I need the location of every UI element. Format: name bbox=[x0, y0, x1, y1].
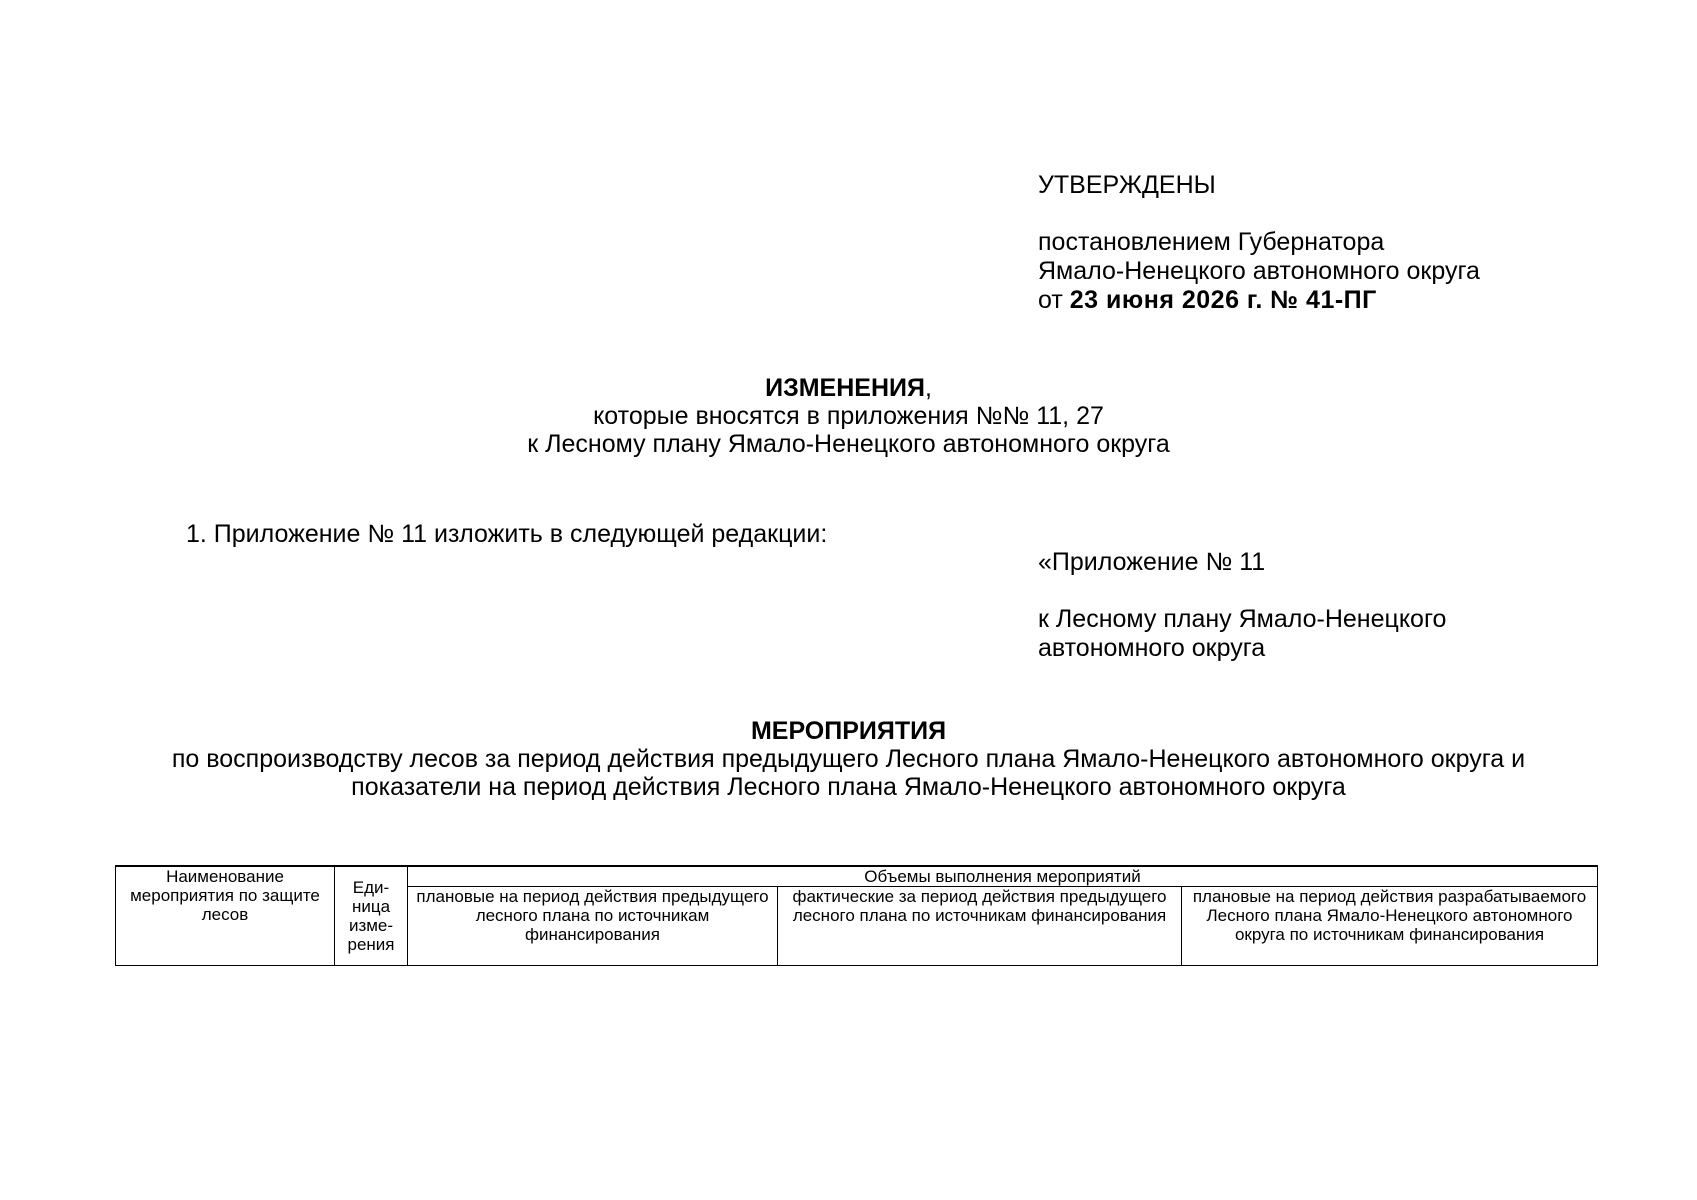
changes-title-block bbox=[0, 374, 1697, 458]
approval-block bbox=[1038, 171, 1480, 315]
changes-subtitle-2: к Лесному плану Ямало-Ненецкого автономного округа bbox=[527, 430, 1170, 458]
approval-line-2: Ямало-Ненецкого автономного округа bbox=[1038, 257, 1480, 285]
approved-heading: УТВЕРЖДЕНЫ bbox=[1038, 171, 1216, 199]
measures-title-block bbox=[0, 717, 1697, 801]
measures-table bbox=[115, 865, 1598, 966]
changes-subtitle-1: которые вносятся в приложения №№ 11, 27 bbox=[593, 402, 1104, 430]
changes-title-comma: , bbox=[924, 374, 932, 402]
header-measure-name: Наименование мероприятия по защите лесов bbox=[116, 866, 335, 966]
header-unit: Еди-ница изме-рения bbox=[335, 866, 408, 966]
approval-date-value: 23 июня 2026 г. № 41-ПГ bbox=[1069, 286, 1377, 314]
approval-date-prefix: от bbox=[1038, 286, 1063, 314]
item-1-text: 1. Приложение № 11 изложить в следующей редакции: bbox=[186, 520, 828, 548]
annex-line-2: автономного округа bbox=[1038, 634, 1266, 662]
measures-table-wrap bbox=[115, 865, 1597, 966]
header-volumes-group: Объемы выполнения мероприятий bbox=[408, 866, 1598, 887]
header-planned-new: плановые на период действия разрабатываемого Лесного плана Ямало-Ненецкого автономного округа по источникам финансирования bbox=[1182, 887, 1598, 966]
measures-title: МЕРОПРИЯТИЯ bbox=[750, 717, 947, 745]
header-actual-previous: фактические за период действия предыдущего лесного плана по источникам финансирования bbox=[778, 887, 1182, 966]
changes-title-line bbox=[0, 374, 1697, 402]
measures-subtitle-2: показатели на период действия Лесного плана Ямало-Ненецкого автономного округа bbox=[351, 773, 1346, 801]
measures-subtitle-1: по воспроизводству лесов за период действия предыдущего Лесного плана Ямало-Ненецкого автономного округа и bbox=[171, 745, 1526, 773]
header-planned-previous: плановые на период действия предыдущего лесного плана по источникам финансирования bbox=[408, 887, 778, 966]
annex-line-1: к Лесному плану Ямало-Ненецкого bbox=[1038, 605, 1447, 633]
approval-line-1: постановлением Губернатора bbox=[1038, 228, 1385, 256]
annex-block bbox=[1038, 548, 1446, 663]
changes-title: ИЗМЕНЕНИЯ bbox=[765, 374, 925, 402]
approval-date-line bbox=[1038, 286, 1480, 315]
annex-number: «Приложение № 11 bbox=[1038, 548, 1266, 576]
